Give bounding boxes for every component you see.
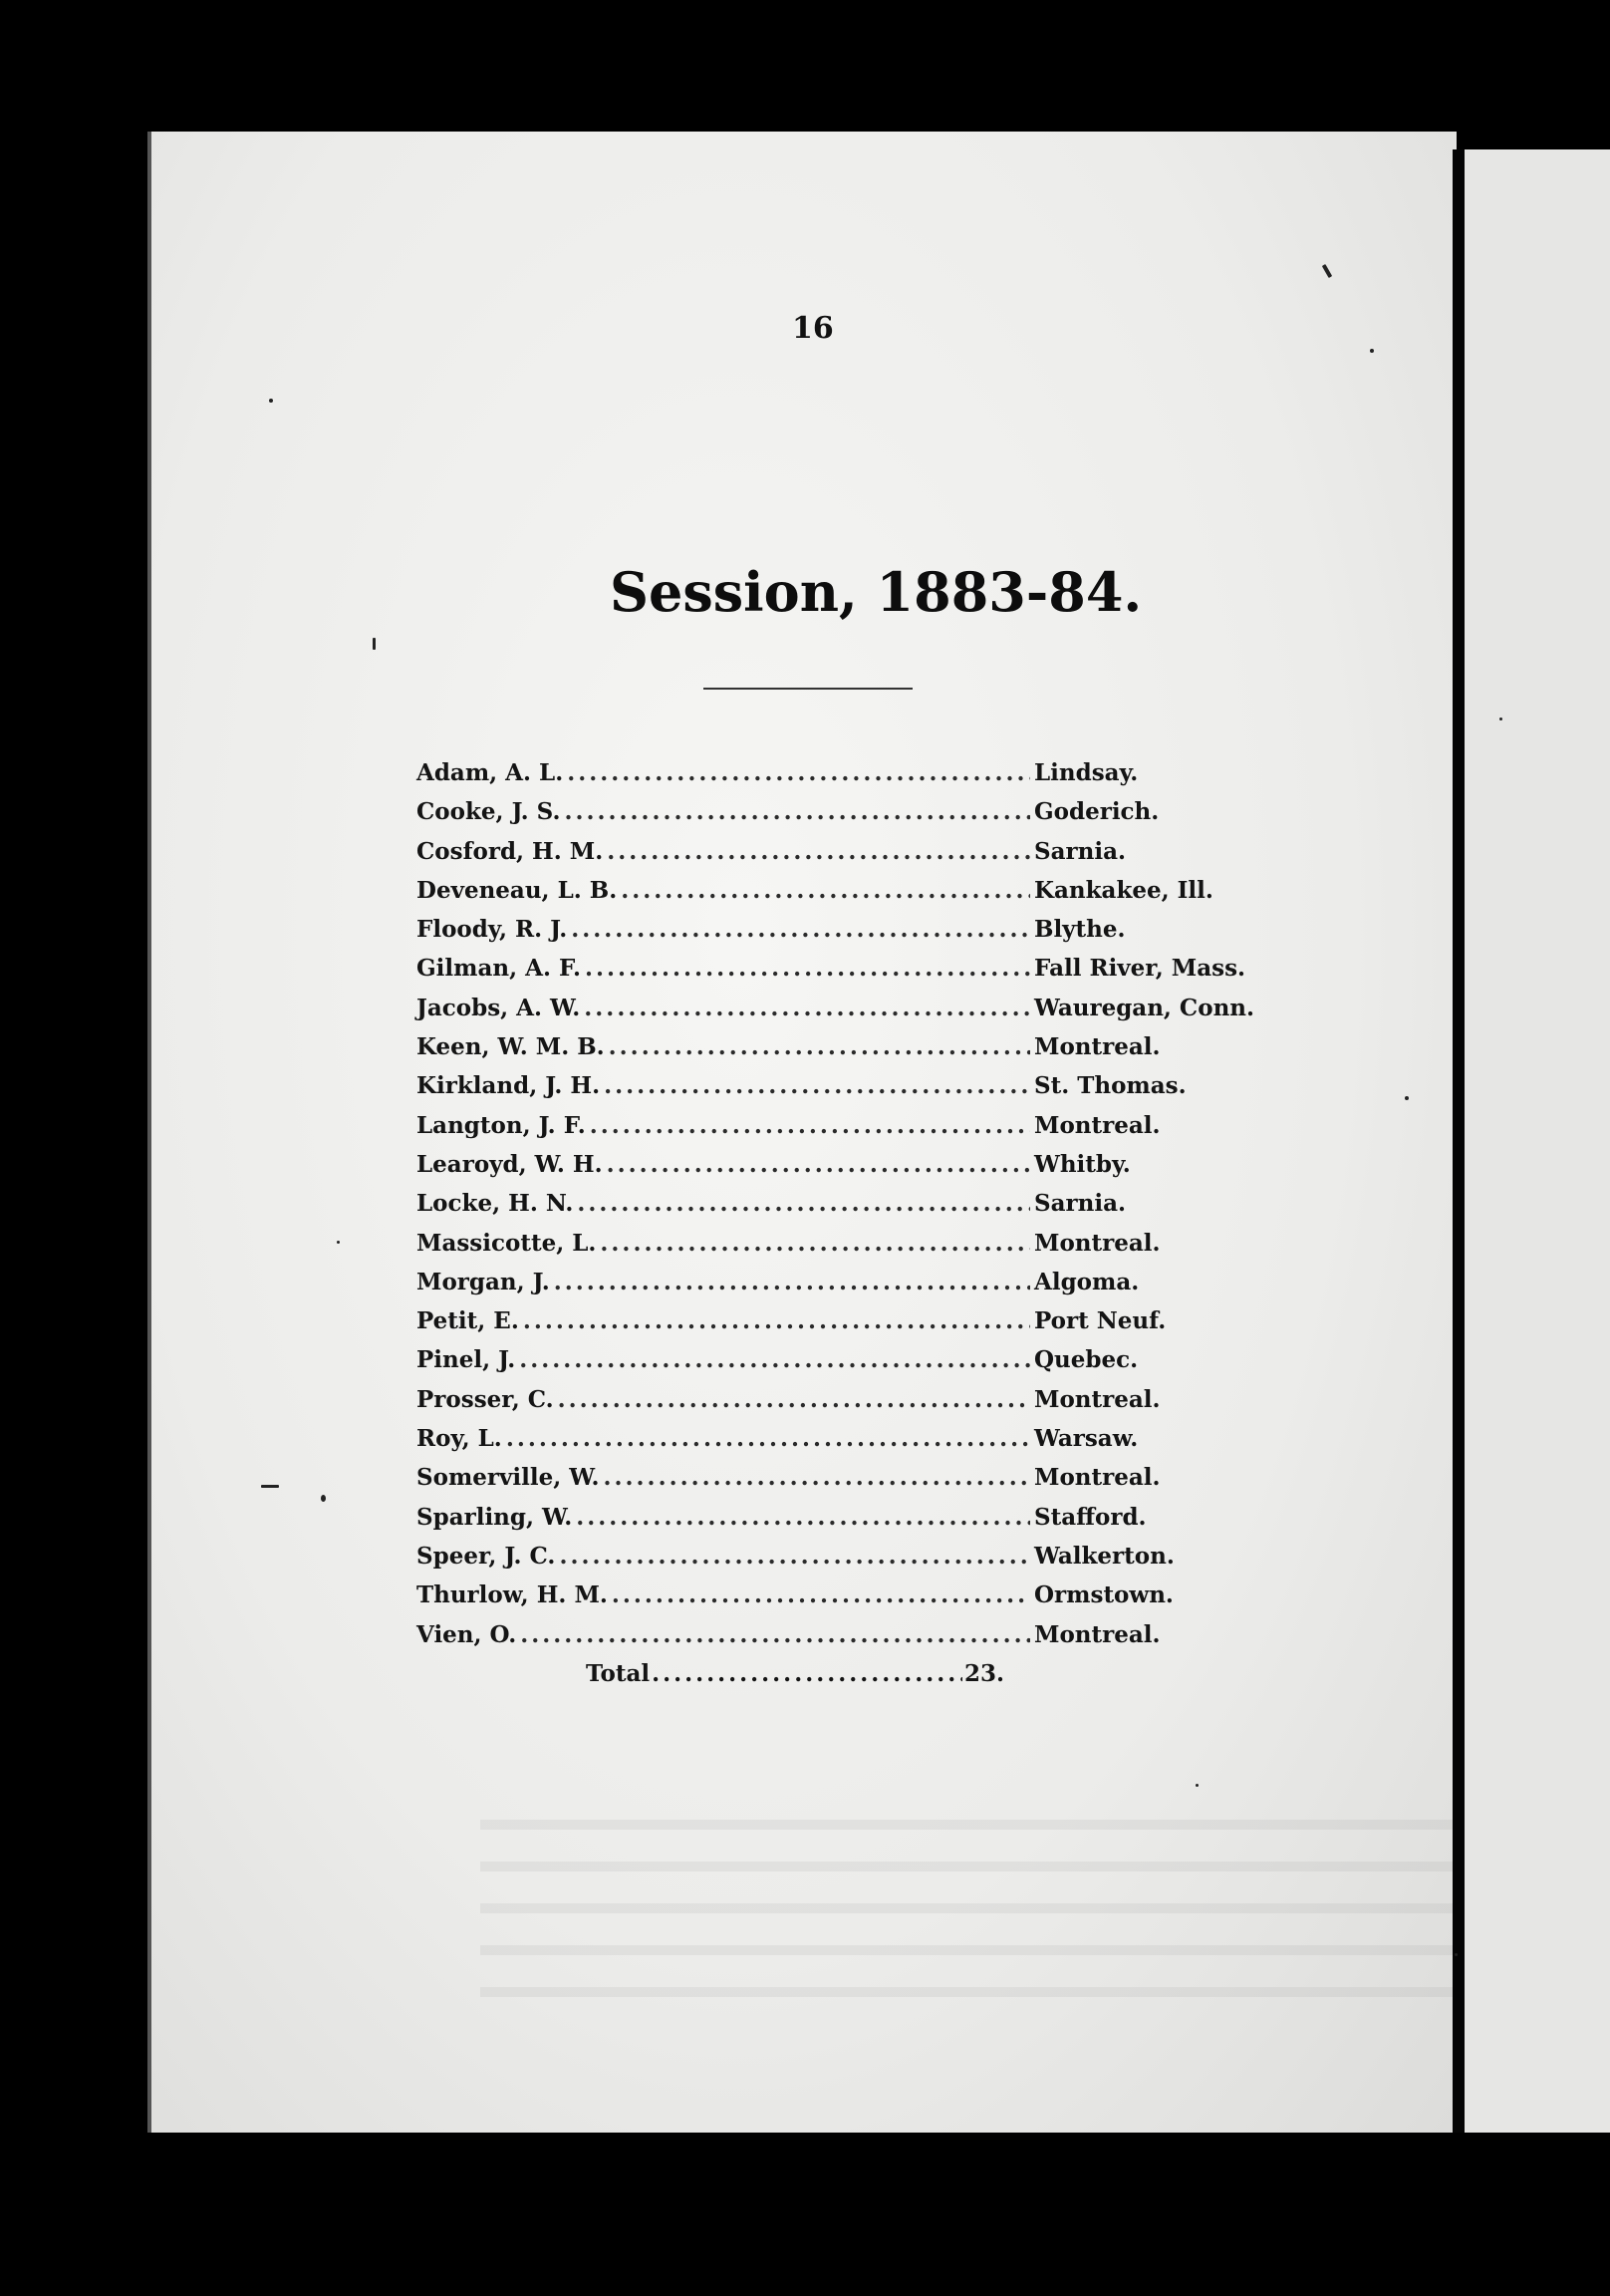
student-hometown: Fall River, Mass. xyxy=(1034,955,1246,983)
dot-leader xyxy=(607,838,1030,865)
student-hometown: Port Neuf. xyxy=(1034,1307,1167,1335)
total-label: Total xyxy=(586,1659,651,1687)
student-hometown: Montreal. xyxy=(1034,1464,1161,1492)
student-hometown: Algoma. xyxy=(1034,1268,1140,1295)
page-binding xyxy=(1453,149,1465,2133)
roster-row xyxy=(416,1190,1233,1229)
student-hometown: Montreal. xyxy=(1034,1385,1161,1413)
roster-row xyxy=(416,1033,1233,1072)
student-hometown: Blythe. xyxy=(1034,916,1126,944)
student-hometown: Sarnia. xyxy=(1034,1190,1126,1218)
student-hometown: Montreal. xyxy=(1034,1229,1161,1257)
adjacent-page-edge xyxy=(1465,149,1610,2133)
student-hometown: Montreal. xyxy=(1034,1033,1161,1061)
dot-leader xyxy=(519,1346,1030,1373)
roster-row xyxy=(416,1464,1233,1503)
student-hometown: St. Thomas. xyxy=(1034,1072,1187,1100)
dot-leader xyxy=(520,1621,1030,1648)
student-name: Cosford, H. M. xyxy=(416,837,604,865)
student-name: Prosser, C. xyxy=(416,1385,554,1413)
student-hometown: Goderich. xyxy=(1034,798,1160,826)
bleed-through-text xyxy=(480,1796,1526,2015)
roster-row xyxy=(416,1151,1233,1190)
student-hometown: Sarnia. xyxy=(1034,837,1126,865)
student-hometown: Wauregan, Conn. xyxy=(1034,994,1255,1021)
total-row xyxy=(586,1660,1004,1700)
roster-row xyxy=(416,994,1255,1033)
dot-leader xyxy=(604,1464,1030,1491)
student-hometown: Quebec. xyxy=(1034,1346,1139,1374)
student-name: Floody, R. J. xyxy=(416,916,568,944)
student-name: Thurlow, H. M. xyxy=(416,1581,608,1609)
roster-row xyxy=(416,916,1233,955)
student-name: Somerville, W. xyxy=(416,1464,600,1492)
roster-row xyxy=(416,1386,1233,1425)
student-name: Cooke, J. S. xyxy=(416,798,561,826)
student-name: Langton, J. F. xyxy=(416,1111,586,1139)
dot-leader xyxy=(576,1504,1030,1531)
roster-row xyxy=(416,1346,1233,1385)
dot-leader xyxy=(571,916,1030,943)
roster-row xyxy=(416,1543,1233,1581)
dot-leader xyxy=(554,1269,1030,1295)
roster-row xyxy=(416,877,1233,916)
student-name: Keen, W. M. B. xyxy=(416,1033,605,1061)
student-hometown: Kankakee, Ill. xyxy=(1034,876,1213,904)
dot-leader xyxy=(506,1425,1030,1452)
student-hometown: Montreal. xyxy=(1034,1620,1161,1648)
roster-row xyxy=(416,1307,1233,1346)
roster-row xyxy=(416,798,1233,837)
dot-leader xyxy=(559,1543,1030,1570)
student-name: Kirkland, J. H. xyxy=(416,1072,601,1100)
student-hometown: Ormstown. xyxy=(1034,1581,1174,1609)
roster-row xyxy=(416,955,1246,994)
student-name: Adam, A. L. xyxy=(416,759,564,786)
dot-leader xyxy=(584,995,1030,1021)
dot-leader xyxy=(577,1190,1030,1217)
student-name: Jacobs, A. W. xyxy=(416,994,581,1021)
dot-leader xyxy=(558,1386,1030,1413)
roster-row xyxy=(416,1504,1233,1543)
student-name: Deveneau, L. B. xyxy=(416,876,618,904)
student-name: Speer, J. C. xyxy=(416,1542,556,1570)
dot-leader xyxy=(523,1307,1030,1334)
student-name: Morgan, J. xyxy=(416,1268,550,1295)
student-name: Massicotte, L. xyxy=(416,1229,597,1257)
roster-row xyxy=(416,1269,1233,1307)
student-name: Pinel, J. xyxy=(416,1346,516,1374)
roster-row xyxy=(416,1581,1233,1620)
dot-leader xyxy=(609,1033,1030,1060)
roster-row xyxy=(416,1425,1233,1464)
student-name: Gilman, A. F. xyxy=(416,955,581,983)
student-hometown: Montreal. xyxy=(1034,1111,1161,1139)
page-number: 16 xyxy=(792,311,834,346)
roster-row xyxy=(416,759,1233,798)
title-rule xyxy=(703,688,913,690)
dot-leader xyxy=(604,1072,1030,1099)
student-name: Vien, O. xyxy=(416,1620,517,1648)
student-hometown: Walkerton. xyxy=(1034,1542,1175,1570)
dot-leader xyxy=(621,877,1030,904)
roster-row xyxy=(416,1072,1233,1111)
dot-leader xyxy=(564,798,1030,825)
roster-row xyxy=(416,838,1233,877)
student-name: Petit, E. xyxy=(416,1307,519,1335)
student-hometown: Lindsay. xyxy=(1034,759,1139,786)
student-name: Locke, H. N. xyxy=(416,1190,574,1218)
roster-row xyxy=(416,1230,1233,1269)
dot-leader xyxy=(585,955,1030,982)
roster-row xyxy=(416,1112,1233,1151)
dot-leader xyxy=(652,1660,962,1687)
student-hometown: Whitby. xyxy=(1034,1150,1131,1178)
student-name: Roy, L. xyxy=(416,1425,502,1453)
student-name: Sparling, W. xyxy=(416,1503,573,1531)
dot-leader xyxy=(567,759,1030,786)
student-roster xyxy=(416,759,1255,1700)
dot-leader xyxy=(607,1151,1030,1178)
total-value: 23. xyxy=(963,1659,1004,1687)
roster-row xyxy=(416,1621,1233,1660)
page-title: Session, 1883-84. xyxy=(610,560,1143,624)
student-hometown: Stafford. xyxy=(1034,1503,1147,1531)
dot-leader xyxy=(612,1581,1030,1608)
student-name: Learoyd, W. H. xyxy=(416,1150,603,1178)
student-hometown: Warsaw. xyxy=(1034,1425,1139,1453)
dot-leader xyxy=(590,1112,1030,1139)
dot-leader xyxy=(600,1230,1030,1257)
